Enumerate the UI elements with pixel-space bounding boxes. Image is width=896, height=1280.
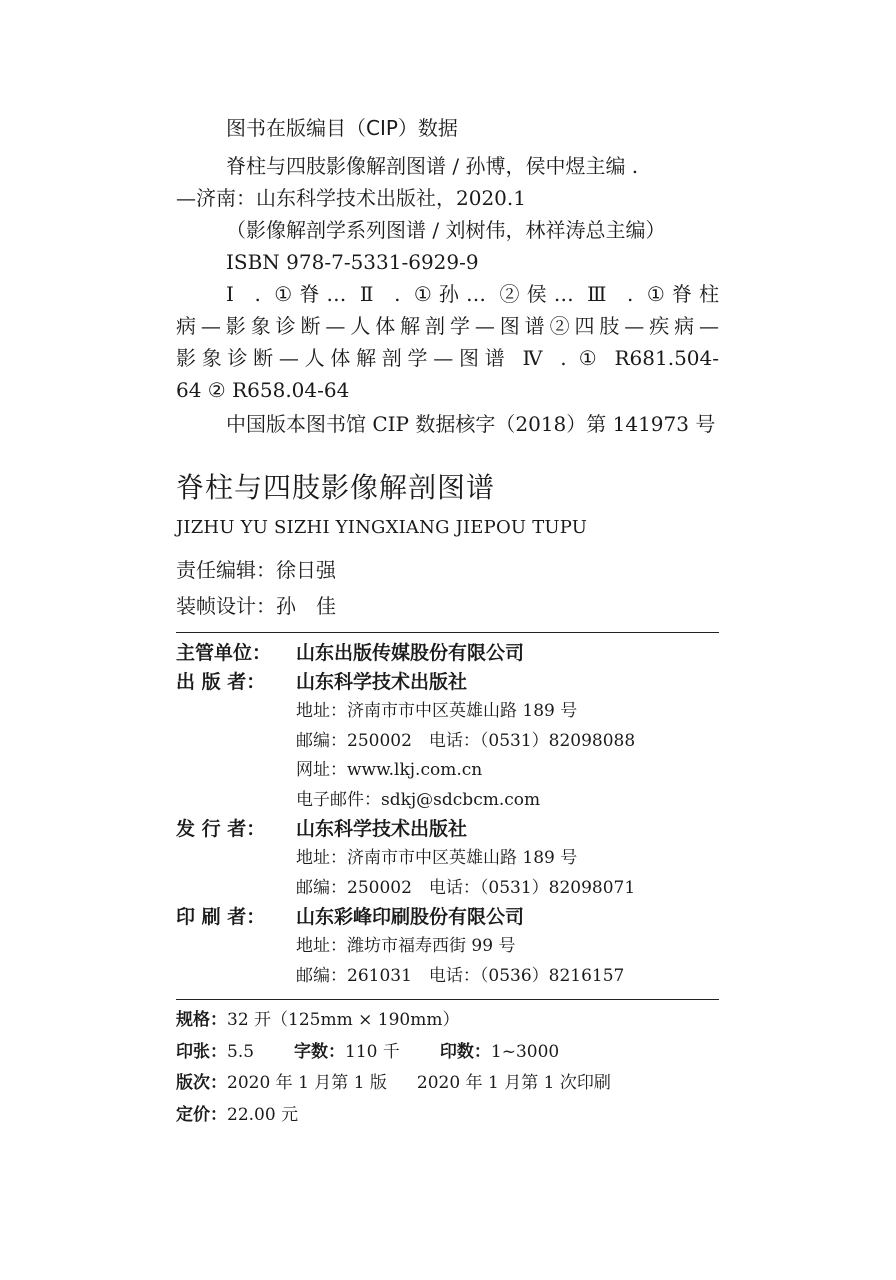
price-value: 22.00 元 <box>227 1104 299 1125</box>
staff-block <box>176 552 719 624</box>
publishing-block <box>176 639 719 991</box>
format-label: 规格： <box>176 1010 227 1030</box>
designer-row <box>176 588 719 624</box>
publisher-website: 网址：www.lkj.com.cn <box>296 760 483 780</box>
print-count-value: 1~3000 <box>490 1041 560 1062</box>
distributor-label: 发 行 者： <box>176 818 266 840</box>
cip-library-line: 中国版本图书馆 CIP 数据核字（2018）第 141973 号 <box>226 412 716 436</box>
cip-publication-line: —济南：山东科学技术出版社，2020.1 <box>176 186 526 210</box>
cip-title-line: 脊柱与四肢影像解剖图谱 / 孙博，侯中煜主编 . <box>226 154 639 178</box>
edition-label: 版次： <box>176 1073 227 1093</box>
print-stats-row <box>176 1038 719 1068</box>
editor-name: 徐日强 <box>276 558 336 582</box>
divider <box>176 999 719 1000</box>
printer-address: 地址：潍坊市福寿西街 99 号 <box>296 936 516 956</box>
divider <box>176 632 719 633</box>
supervisor-row <box>176 639 719 668</box>
printer-row <box>176 903 719 932</box>
price-label: 定价： <box>176 1104 227 1125</box>
words-value: 110 千 <box>345 1041 400 1062</box>
cip-subject-line: 64 ② R658.04-64 <box>176 378 350 402</box>
sheets-value: 5.5 <box>227 1041 255 1062</box>
designer-name: 孙 佳 <box>276 594 336 618</box>
publisher-label: 出 版 者： <box>176 671 266 693</box>
book-title-pinyin: JIZHU YU SIZHI YINGXIANG JIEPOU TUPU <box>176 517 588 538</box>
specs-block <box>176 1006 719 1130</box>
print-count-label: 印数： <box>439 1041 491 1062</box>
supervisor-label: 主管单位： <box>176 642 272 664</box>
editor-label: 责任编辑： <box>176 558 276 582</box>
distributor-name: 山东科学技术出版社 <box>296 818 468 840</box>
book-title: 脊柱与四肢影像解剖图谱 <box>176 471 496 504</box>
publisher-address: 地址：济南市市中区英雄山路 189 号 <box>296 701 578 721</box>
designer-label: 装帧设计： <box>176 594 276 618</box>
sheets-label: 印张： <box>176 1041 227 1062</box>
cip-series-line: （影像解剖学系列图谱 / 刘树伟，林祥涛总主编） <box>226 218 666 242</box>
supervisor-name: 山东出版传媒股份有限公司 <box>296 642 525 664</box>
words-label: 字数： <box>294 1041 346 1062</box>
publisher-row <box>176 668 719 697</box>
cip-subject-line: Ⅰ . ①脊… Ⅱ . ①孙… ②侯… Ⅲ . ①脊柱 <box>226 282 719 306</box>
cip-heading: 图书在版编目（CIP）数据 <box>226 116 458 140</box>
edition-row <box>176 1069 719 1099</box>
format-value: 32 开（125mm × 190mm） <box>227 1010 460 1030</box>
editor-row <box>176 552 719 588</box>
publisher-postcode-phone: 邮编：250002 电话：（0531）82098088 <box>296 730 636 751</box>
price-row <box>176 1101 719 1131</box>
publisher-email: 电子邮件：sdkj@sdcbcm.com <box>296 789 541 810</box>
printer-postcode-phone: 邮编：261031 电话：（0536）8216157 <box>296 965 625 986</box>
edition-value: 2020 年 1 月第 1 版 <box>227 1073 387 1093</box>
cip-subject-line: 影象诊断—人体解剖学—图谱 Ⅳ . ① R681.504- <box>176 346 719 370</box>
publisher-name: 山东科学技术出版社 <box>296 671 468 693</box>
distributor-row <box>176 815 719 844</box>
printer-label: 印 刷 者： <box>176 906 266 928</box>
distributor-postcode-phone: 邮编：250002 电话：（0531）82098071 <box>296 877 636 898</box>
format-row <box>176 1006 719 1036</box>
printing-value: 2020 年 1 月第 1 次印刷 <box>416 1073 611 1093</box>
copyright-page <box>176 110 719 1130</box>
printer-name: 山东彩峰印刷股份有限公司 <box>296 906 525 928</box>
distributor-address: 地址：济南市市中区英雄山路 189 号 <box>296 848 578 868</box>
cip-isbn-line: ISBN 978-7-5331-6929-9 <box>226 250 479 274</box>
cip-subject-line: 病—影象诊断—人体解剖学—图谱②四肢—疾病— <box>176 314 719 338</box>
